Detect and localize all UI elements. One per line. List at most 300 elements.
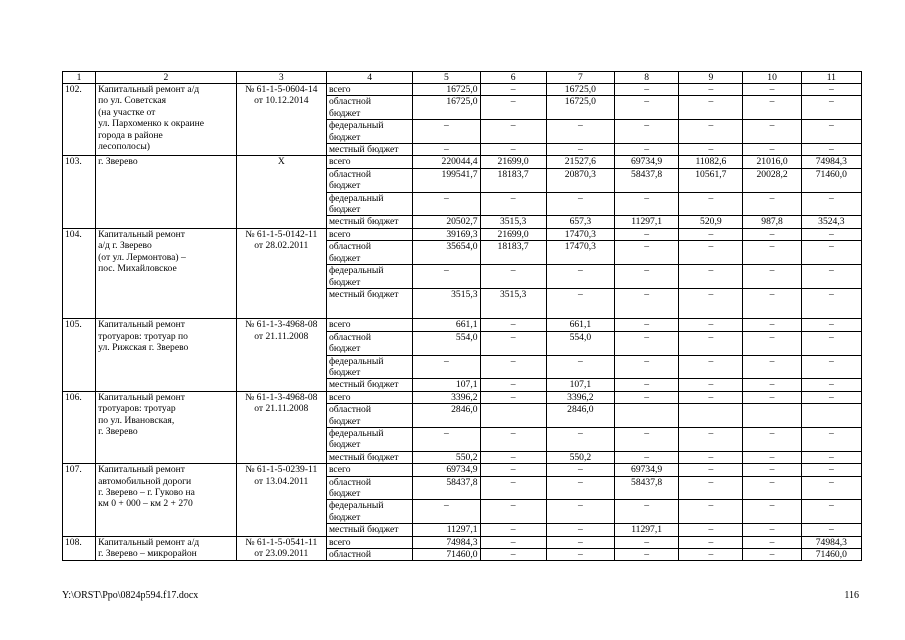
funding-source xyxy=(326,96,412,120)
value-cell: – xyxy=(743,379,801,391)
value-cell: – xyxy=(801,265,861,289)
value-cell: – xyxy=(615,144,679,156)
value-cell: – xyxy=(743,355,801,379)
value-cell: – xyxy=(615,427,679,451)
value-cell: 11297,1 xyxy=(615,524,679,536)
table-row xyxy=(63,536,862,548)
value-cell: – xyxy=(480,319,546,331)
funding-source xyxy=(326,288,412,318)
value-cell: – xyxy=(801,319,861,331)
funding-source-line: бюджет xyxy=(328,488,361,499)
value-cell: – xyxy=(480,355,546,379)
value-cell: 11297,1 xyxy=(413,524,480,536)
header-cell: 6 xyxy=(480,72,546,84)
funding-source-line: бюджет xyxy=(328,366,361,378)
funding-source-line: местный бюджет xyxy=(328,288,399,300)
object-name-line: г. Зверево xyxy=(98,156,138,168)
object-name-line: а/д г. Зверево xyxy=(98,240,152,252)
value-cell: – xyxy=(743,500,801,524)
value-cell: 17470,3 xyxy=(546,241,614,265)
value-cell: 17470,3 xyxy=(546,228,614,240)
funding-source xyxy=(326,241,412,265)
funding-source xyxy=(326,536,412,548)
value-cell: – xyxy=(679,192,743,216)
object-name-line: тротуаров: тротуар xyxy=(98,403,176,415)
document-reference xyxy=(236,319,326,391)
funding-source xyxy=(326,355,412,379)
value-cell: – xyxy=(679,379,743,391)
value-cell xyxy=(615,404,679,428)
value-cell: 69734,9 xyxy=(615,464,679,476)
value-cell: – xyxy=(480,549,546,561)
value-cell: 21527,6 xyxy=(546,156,614,168)
value-cell: – xyxy=(743,192,801,216)
value-cell: 39169,3 xyxy=(413,228,480,240)
object-name xyxy=(96,228,237,318)
funding-source xyxy=(326,156,412,168)
value-cell: – xyxy=(679,524,743,536)
document-reference-line: № 61-1-3-4968-08 xyxy=(245,319,318,331)
value-cell: – xyxy=(615,96,679,120)
value-cell: – xyxy=(743,549,801,561)
value-cell: 16725,0 xyxy=(413,96,480,120)
value-cell: – xyxy=(546,144,614,156)
value-cell: 220044,4 xyxy=(413,156,480,168)
document-reference-line: от 10.12.2014 xyxy=(254,95,309,107)
value-cell: – xyxy=(615,319,679,331)
document-reference xyxy=(236,536,326,561)
object-name xyxy=(96,319,237,391)
funding-source-line: бюджет xyxy=(328,415,361,427)
header-cell: 10 xyxy=(743,72,801,84)
value-cell: – xyxy=(480,391,546,403)
object-name-line: г. Зверево – микрорайон xyxy=(98,548,197,560)
object-name-line: автомобильной дороги xyxy=(98,475,192,487)
row-number: 105. xyxy=(63,319,96,391)
funding-source xyxy=(326,500,412,524)
value-cell: – xyxy=(480,427,546,451)
header-cell: 2 xyxy=(96,72,237,84)
value-cell: 71460,0 xyxy=(413,549,480,561)
value-cell: 20870,3 xyxy=(546,168,614,192)
value-cell: – xyxy=(546,120,614,144)
funding-source-line: местный бюджет xyxy=(328,379,399,391)
object-name-line: (на участке от xyxy=(98,106,156,118)
value-cell: – xyxy=(546,192,614,216)
value-cell: – xyxy=(615,228,679,240)
value-cell: – xyxy=(743,391,801,403)
document-reference-line: от 28.02.2011 xyxy=(254,240,309,252)
document-reference xyxy=(236,464,326,536)
value-cell: – xyxy=(679,120,743,144)
value-cell: – xyxy=(413,265,480,289)
value-cell: – xyxy=(679,476,743,500)
value-cell: – xyxy=(743,144,801,156)
value-cell: – xyxy=(801,241,861,265)
value-cell: – xyxy=(743,120,801,144)
value-cell: – xyxy=(480,120,546,144)
funding-source xyxy=(326,464,412,476)
footer-page-number: 116 xyxy=(844,590,859,601)
value-cell: – xyxy=(480,464,546,476)
value-cell: – xyxy=(679,96,743,120)
value-cell: – xyxy=(615,500,679,524)
value-cell: – xyxy=(801,427,861,451)
value-cell: 16725,0 xyxy=(546,84,614,96)
row-number: 107. xyxy=(63,464,96,536)
value-cell: – xyxy=(743,265,801,289)
value-cell xyxy=(480,404,546,428)
value-cell: – xyxy=(743,524,801,536)
value-cell: 20028,2 xyxy=(743,168,801,192)
funding-source-line: всего xyxy=(328,319,351,331)
value-cell: 21016,0 xyxy=(743,156,801,168)
object-name xyxy=(96,391,237,463)
header-cell: 7 xyxy=(546,72,614,84)
value-cell: – xyxy=(480,96,546,120)
value-cell: 520,9 xyxy=(679,216,743,228)
value-cell: – xyxy=(546,476,614,500)
value-cell: 69734,9 xyxy=(413,464,480,476)
value-cell: – xyxy=(546,536,614,548)
value-cell: – xyxy=(679,241,743,265)
funding-source-line: федеральный xyxy=(328,355,384,367)
funding-source-line: областной xyxy=(328,96,371,108)
value-cell: 69734,9 xyxy=(615,156,679,168)
funding-source xyxy=(326,391,412,403)
value-cell: – xyxy=(679,265,743,289)
object-name-line: по ул. Советская xyxy=(98,95,167,107)
funding-source xyxy=(326,549,412,561)
value-cell: 3396,2 xyxy=(546,391,614,403)
value-cell: – xyxy=(801,96,861,120)
value-cell: – xyxy=(679,451,743,463)
header-cell: 5 xyxy=(413,72,480,84)
value-cell: – xyxy=(743,536,801,548)
document-reference-line: № 61-1-3-4968-08 xyxy=(245,391,318,403)
value-cell: – xyxy=(743,288,801,318)
object-name-line: Капитальный ремонт xyxy=(98,228,185,240)
value-cell: – xyxy=(743,476,801,500)
value-cell: – xyxy=(801,500,861,524)
funding-source-line: всего xyxy=(328,156,351,168)
header-cell: 9 xyxy=(679,72,743,84)
value-cell: – xyxy=(679,464,743,476)
value-cell: 107,1 xyxy=(413,379,480,391)
header-cell: 8 xyxy=(615,72,679,84)
value-cell: – xyxy=(615,549,679,561)
value-cell: – xyxy=(480,265,546,289)
value-cell: – xyxy=(801,192,861,216)
value-cell: – xyxy=(480,451,546,463)
funding-source-line: всего xyxy=(328,464,351,476)
table-row xyxy=(63,84,862,96)
value-cell: – xyxy=(615,265,679,289)
funding-source-line: федеральный xyxy=(328,427,384,439)
document-reference-line: Х xyxy=(277,156,285,168)
value-cell: – xyxy=(615,536,679,548)
value-cell: – xyxy=(546,265,614,289)
table-row xyxy=(63,391,862,403)
value-cell: – xyxy=(801,144,861,156)
value-cell: 199541,7 xyxy=(413,168,480,192)
document-reference-line: № 61-1-5-0604-14 xyxy=(245,84,318,95)
funding-source xyxy=(326,168,412,192)
value-cell: – xyxy=(679,536,743,548)
value-cell: – xyxy=(679,549,743,561)
value-cell: – xyxy=(615,331,679,355)
funding-source-line: федеральный xyxy=(328,500,384,512)
document-reference xyxy=(236,228,326,318)
value-cell xyxy=(801,404,861,428)
object-name-line: города в районе xyxy=(98,129,163,141)
object-name-line: Капитальный ремонт а/д xyxy=(98,536,200,548)
row-number: 103. xyxy=(63,156,96,228)
value-cell: – xyxy=(743,84,801,96)
document-reference-line: от 21.11.2008 xyxy=(254,330,309,342)
value-cell: 3515,3 xyxy=(480,288,546,318)
value-cell: – xyxy=(546,524,614,536)
value-cell: – xyxy=(743,464,801,476)
object-name xyxy=(96,84,237,156)
funding-source-line: бюджет xyxy=(328,204,361,216)
funding-source xyxy=(326,331,412,355)
value-cell: 2846,0 xyxy=(413,404,480,428)
funding-source xyxy=(326,144,412,156)
value-cell: – xyxy=(546,464,614,476)
funding-source xyxy=(326,404,412,428)
table-row xyxy=(63,156,862,168)
value-cell: – xyxy=(743,319,801,331)
value-cell: – xyxy=(413,500,480,524)
value-cell: 550,2 xyxy=(413,451,480,463)
value-cell: 3515,3 xyxy=(413,288,480,318)
value-cell: – xyxy=(413,120,480,144)
funding-source-line: федеральный xyxy=(328,120,384,132)
value-cell: – xyxy=(615,241,679,265)
value-cell: – xyxy=(480,536,546,548)
object-name-line: (от ул. Лермонтова) – xyxy=(98,251,186,263)
value-cell: 107,1 xyxy=(546,379,614,391)
funding-source-line: областной xyxy=(328,331,371,343)
funding-source-line: всего xyxy=(328,84,351,95)
value-cell: – xyxy=(413,192,480,216)
value-cell: – xyxy=(743,331,801,355)
document-reference-line: от 21.11.2008 xyxy=(254,403,309,415)
value-cell: – xyxy=(801,524,861,536)
table-row xyxy=(63,464,862,476)
object-name-line: г. Зверево xyxy=(98,425,138,437)
funding-source-line: федеральный xyxy=(328,265,384,277)
value-cell: – xyxy=(615,355,679,379)
value-cell: – xyxy=(801,355,861,379)
value-cell: – xyxy=(679,144,743,156)
value-cell: – xyxy=(801,379,861,391)
value-cell: 2846,0 xyxy=(546,404,614,428)
object-name xyxy=(96,464,237,536)
value-cell: 11082,6 xyxy=(679,156,743,168)
value-cell: 74984,3 xyxy=(801,536,861,548)
funding-source-line: местный бюджет xyxy=(328,524,399,536)
funding-source xyxy=(326,451,412,463)
value-cell: – xyxy=(615,84,679,96)
table-row xyxy=(63,319,862,331)
value-cell: 71460,0 xyxy=(801,168,861,192)
funding-source-line: бюджет xyxy=(328,107,361,119)
value-cell: 21699,0 xyxy=(480,228,546,240)
value-cell: – xyxy=(546,355,614,379)
funding-source-line: местный бюджет xyxy=(328,451,399,463)
value-cell: – xyxy=(801,391,861,403)
object-name-line: км 0 + 000 – км 2 + 270 xyxy=(98,498,193,510)
value-cell: 554,0 xyxy=(413,331,480,355)
value-cell: – xyxy=(615,192,679,216)
funding-source-line: бюджет xyxy=(328,276,361,288)
row-number: 106. xyxy=(63,391,96,463)
value-cell: 10561,7 xyxy=(679,168,743,192)
funding-source xyxy=(326,319,412,331)
value-cell xyxy=(743,404,801,428)
value-cell: – xyxy=(679,427,743,451)
object-name-line: по ул. Ивановская, xyxy=(98,414,175,426)
value-cell: – xyxy=(743,241,801,265)
value-cell: 58437,8 xyxy=(615,476,679,500)
funding-source-line: бюджет xyxy=(328,252,361,264)
value-cell: – xyxy=(679,228,743,240)
document-reference-line: от 23.09.2011 xyxy=(254,548,309,560)
value-cell: – xyxy=(413,355,480,379)
funding-source-line: областной xyxy=(328,168,371,180)
funding-source xyxy=(326,265,412,289)
value-cell: – xyxy=(801,120,861,144)
value-cell: – xyxy=(679,288,743,318)
funding-source-line: областной xyxy=(328,549,371,561)
value-cell: 3524,3 xyxy=(801,216,861,228)
value-cell: 71460,0 xyxy=(801,549,861,561)
table-body xyxy=(63,84,862,561)
funding-source xyxy=(326,524,412,536)
funding-source-line: всего xyxy=(328,536,351,548)
value-cell: 74984,3 xyxy=(413,536,480,548)
value-cell: – xyxy=(413,427,480,451)
value-cell: – xyxy=(615,451,679,463)
funding-source-line: всего xyxy=(328,391,351,403)
funding-source-line: местный бюджет xyxy=(328,216,399,228)
value-cell: – xyxy=(679,355,743,379)
funding-source xyxy=(326,427,412,451)
object-name xyxy=(96,156,237,228)
value-cell: – xyxy=(801,331,861,355)
object-name xyxy=(96,536,237,561)
funding-source-line: областной xyxy=(328,404,371,416)
document-reference-line: № 61-1-5-0142-11 xyxy=(245,228,318,240)
funding-source-line: федеральный xyxy=(328,192,384,204)
object-name-line: лесополосы) xyxy=(98,141,150,153)
funding-source xyxy=(326,84,412,96)
value-cell: 74984,3 xyxy=(801,156,861,168)
document-reference-line: № 61-1-5-0541-11 xyxy=(245,536,318,548)
document-reference xyxy=(236,156,326,228)
value-cell: – xyxy=(679,331,743,355)
value-cell: – xyxy=(743,427,801,451)
value-cell: 3515,3 xyxy=(480,216,546,228)
value-cell: 987,8 xyxy=(743,216,801,228)
value-cell: – xyxy=(480,500,546,524)
table-row xyxy=(63,228,862,240)
value-cell: – xyxy=(615,288,679,318)
funding-source-line: областной xyxy=(328,241,371,253)
value-cell: – xyxy=(743,451,801,463)
funding-source xyxy=(326,192,412,216)
object-name-line: ул. Рижская г. Зверево xyxy=(98,342,189,354)
value-cell: 550,2 xyxy=(546,451,614,463)
value-cell: 16725,0 xyxy=(413,84,480,96)
object-name-line: Капитальный ремонт xyxy=(98,319,185,331)
value-cell: – xyxy=(546,427,614,451)
value-cell: – xyxy=(480,192,546,216)
funding-source-line: бюджет xyxy=(328,439,361,451)
value-cell: 20502,7 xyxy=(413,216,480,228)
value-cell: – xyxy=(743,96,801,120)
value-cell: – xyxy=(413,144,480,156)
value-cell: – xyxy=(480,331,546,355)
funding-source-line: бюджет xyxy=(328,131,361,143)
header-cell: 3 xyxy=(236,72,326,84)
document-reference-line: от 13.04.2011 xyxy=(254,475,309,487)
document-reference xyxy=(236,391,326,463)
object-name-line: г. Зверево – г. Гуково на xyxy=(98,487,195,498)
value-cell: – xyxy=(679,500,743,524)
value-cell: – xyxy=(801,451,861,463)
document-reference-line: № 61-1-5-0239-11 xyxy=(245,464,318,476)
value-cell: 661,1 xyxy=(413,319,480,331)
header-cell: 4 xyxy=(326,72,412,84)
funding-source-line: бюджет xyxy=(328,511,361,523)
value-cell: 554,0 xyxy=(546,331,614,355)
header-row xyxy=(63,72,862,84)
row-number: 108. xyxy=(63,536,96,561)
object-name-line: Капитальный ремонт а/д xyxy=(98,84,200,95)
value-cell: 18183,7 xyxy=(480,168,546,192)
funding-source-line: всего xyxy=(328,228,351,240)
value-cell: – xyxy=(615,120,679,144)
object-name-line: ул. Пархоменко к окраине xyxy=(98,118,205,130)
funding-source xyxy=(326,120,412,144)
object-name-line: Капитальный ремонт xyxy=(98,391,185,403)
value-cell: 58437,8 xyxy=(615,168,679,192)
budget-table xyxy=(62,71,862,561)
row-number: 104. xyxy=(63,228,96,318)
value-cell: – xyxy=(480,476,546,500)
value-cell: – xyxy=(480,524,546,536)
value-cell: 657,3 xyxy=(546,216,614,228)
funding-source-line: местный бюджет xyxy=(328,144,399,156)
value-cell: – xyxy=(480,84,546,96)
funding-source-line: бюджет xyxy=(328,343,361,355)
value-cell: – xyxy=(679,84,743,96)
value-cell: – xyxy=(615,379,679,391)
value-cell: – xyxy=(801,464,861,476)
value-cell: – xyxy=(546,500,614,524)
value-cell: – xyxy=(546,288,614,318)
value-cell: – xyxy=(801,228,861,240)
funding-source xyxy=(326,379,412,391)
value-cell xyxy=(679,404,743,428)
funding-source-line: областной xyxy=(328,476,371,488)
value-cell: 16725,0 xyxy=(546,96,614,120)
footer-file-path: Y:\ORST\Ppo\0824p594.f17.docx xyxy=(62,590,199,601)
value-cell: – xyxy=(679,391,743,403)
